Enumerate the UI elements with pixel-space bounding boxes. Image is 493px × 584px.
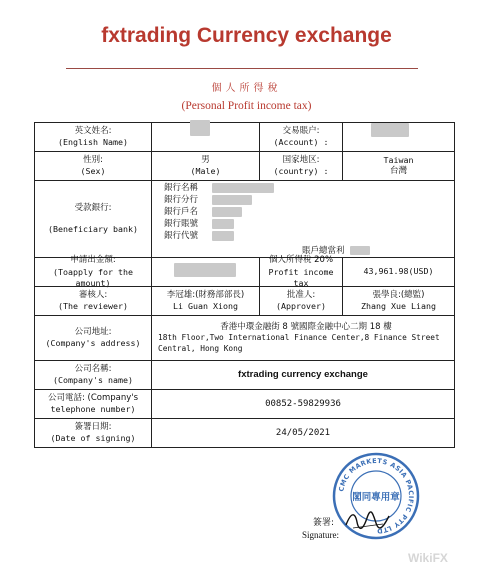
bank-account-name-line: 銀行戶名 — [164, 207, 199, 217]
tax-label: 個人所得稅 20% Profit income tax — [259, 257, 343, 287]
redacted-bank-1 — [212, 183, 274, 193]
country-label: 国家地区: (country) : — [259, 151, 343, 181]
tax-value: 43,961.98(USD) — [342, 257, 455, 287]
company-name-value: fxtrading currency exchange — [151, 360, 455, 390]
document-title: fxtrading Currency exchange — [101, 24, 392, 47]
signing-date-value: 24/05/2021 — [151, 418, 455, 448]
redacted-account — [371, 123, 409, 137]
address-label: 公司地址: (Company's address) — [34, 315, 152, 361]
bank-total-line: 賬戶總當利 — [302, 246, 345, 256]
redacted-bank-4 — [212, 219, 234, 229]
company-name-label: 公司名稱: (Company's name) — [34, 360, 152, 390]
reviewer-label: 審核人: (The reviewer) — [34, 286, 152, 316]
country-value: Taiwan 台灣 — [342, 151, 455, 181]
title-rule — [66, 68, 418, 69]
amount-label: 申請出金額: (Toapply for the amount) — [34, 257, 152, 287]
redacted-bank-5 — [212, 231, 234, 241]
bank-name-line: 銀行名稱 — [164, 183, 199, 193]
redacted-bank-2 — [212, 195, 252, 205]
amount-value — [151, 257, 260, 287]
sex-label: 性別: (Sex) — [34, 151, 152, 181]
signature-label-en: Signature: — [302, 530, 339, 540]
bank-code-line: 銀行代號 — [164, 231, 199, 241]
signature-label-cn: 簽署: — [313, 518, 335, 528]
redacted-bank-total — [350, 246, 370, 255]
seal-ring-text: CMC MARKETS ASIA PACIFIC PTY LTD — [337, 456, 416, 536]
english-name-value — [151, 122, 260, 152]
bank-branch-line: 銀行分行 — [164, 195, 199, 205]
bank-account-number-line: 銀行賬號 — [164, 219, 199, 229]
account-label: 交易賬户: (Account) : — [259, 122, 343, 152]
english-name-label: 英文姓名: (English Name) — [34, 122, 152, 152]
bank-details — [151, 180, 455, 258]
seal-center-text: 閣同專用章 — [352, 492, 400, 503]
bank-label: 受款銀行: (Beneficiary bank) — [34, 180, 152, 258]
address-value: 香港中環金融街 8 號國際金融中心二期 18 樓 18th Floor,Two International Finance Center,8 Finance Street Central, Hong Kong — [151, 315, 455, 361]
subtitle-english: (Personal Profit income tax) — [181, 100, 312, 112]
redacted-name — [190, 120, 210, 136]
subtitle-chinese: 個人所得稅 — [211, 83, 282, 94]
watermark: WikiFX — [408, 551, 448, 565]
approver-label: 批准人: (Approver) — [259, 286, 343, 316]
sex-value: 男 (Male) — [151, 151, 260, 181]
handwritten-signature — [343, 510, 393, 532]
phone-value: 00852-59829936 — [151, 389, 455, 419]
redacted-amount — [174, 263, 236, 277]
reviewer-value: 李冠雄:(財務部部長) Li Guan Xiong — [151, 286, 260, 316]
signing-date-label: 簽署日期: (Date of signing) — [34, 418, 152, 448]
account-value — [342, 122, 455, 152]
redacted-bank-3 — [212, 207, 242, 217]
phone-label: 公司電話: (Company's telephone number) — [34, 389, 152, 419]
approver-value: 張學良:(總監) Zhang Xue Liang — [342, 286, 455, 316]
